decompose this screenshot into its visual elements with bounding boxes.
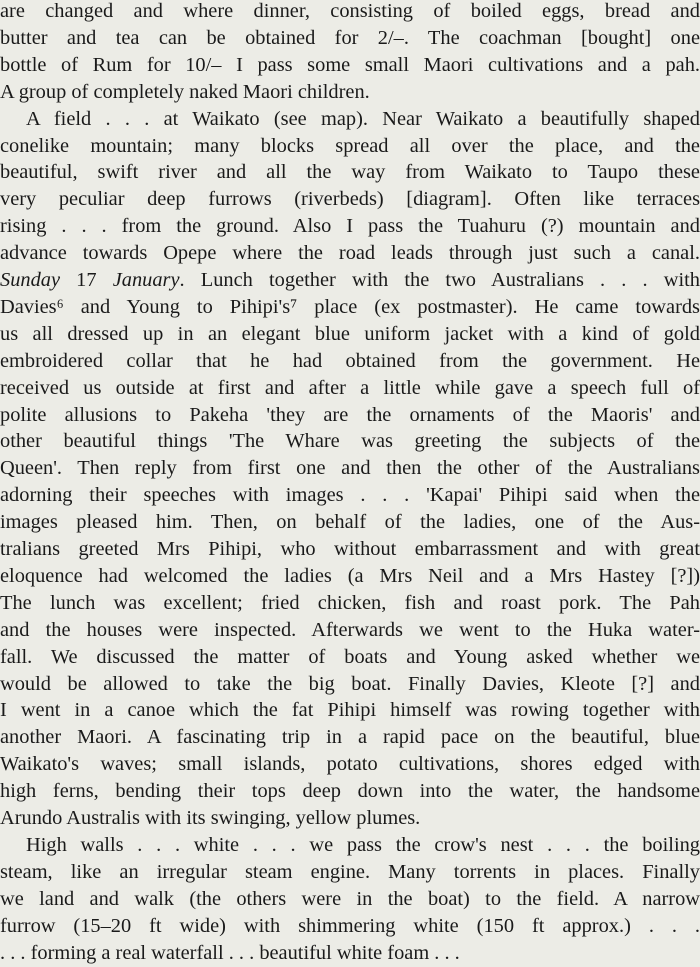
text-line: polite allusions to Pakeha 'they are the ornaments of the Maoris' and [0,403,700,426]
text-line: embroidered collar that he had obtained from the government. He [0,349,700,372]
text-line: conelike mountain; many blocks spread all over the place, and the [0,134,700,157]
text-line: A field . . . at Waikato (see map). Near Waikato a beautifully shaped [26,107,700,130]
text-line: steam, like an irregular steam engine. Many torrents in places. Finally [0,860,700,883]
text-line: butter and tea can be obtained for 2/–. The coachman [bought] one [0,26,700,49]
text-line: rising . . . from the ground. Also I pass the Tuahuru (?) mountain and [0,215,700,238]
text-line: received us outside at first and after a little while gave a speech full of [0,376,700,399]
text-line: beautiful, swift river and all the way from Waikato to Taupo these [0,161,700,184]
text-line: Queen'. Then reply from first one and then the other of the Australians [0,457,700,480]
text-line: very peculiar deep furrows (riverbeds) [diagram]. Often like terraces [0,188,700,211]
text-line: another Maori. A fascinating trip in a rapid pace on the beautiful, blue [0,726,700,749]
text-line: and the houses were inspected. Afterwards we went to the Huka water- [0,618,700,641]
text-line: us all dressed up in an elegant blue uniform jacket with a kind of gold [0,322,700,345]
text-line: advance towards Opepe where the road leads through just such a canal. [0,242,700,265]
text-line: . . . forming a real waterfall . . . beautiful white foam . . . [0,941,460,964]
text-line: adorning their speeches with images . . . 'Kapai' Pihipi said when the [0,484,700,507]
text-line: are changed and where dinner, consisting of boiled eggs, bread and [0,0,700,22]
text-line: The lunch was excellent; fried chicken, fish and roast pork. The Pah [0,591,700,614]
text-line: other beautiful things 'The Whare was greeting the subjects of the [0,430,700,453]
text-line: High walls . . . white . . . we pass the crow's nest . . . the boiling [26,833,700,856]
text-line: Arundo Australis with its swinging, yellow plumes. [0,807,421,829]
text-line: Sunday 17 January. Lunch together with the two Australians . . . with [0,269,700,291]
text-line: Davies⁶ and Young to Pihipi's⁷ place (ex postmaster). He came towards [0,295,700,318]
text-line: we land and walk (the others were in the boat) to the field. A narrow [0,887,700,910]
text-line: A group of completely naked Maori children. [0,80,370,103]
text-line: eloquence had welcomed the ladies (a Mrs Neil and a Mrs Hastey [?]) [0,564,700,587]
text-line: high ferns, bending their tops deep down into the water, the handsome [0,780,700,803]
text-line: furrow (15–20 ft wide) with shimmering white (150 ft approx.) . . . [0,914,700,937]
text-line: would be allowed to take the big boat. Finally Davies, Kleote [?] and [0,672,700,695]
text-line: I went in a canoe which the fat Pihipi himself was rowing together with [0,699,700,722]
text-line: bottle of Rum for 10/– I pass some small Maori cultivations and a pah. [0,53,700,76]
text-line: fall. We discussed the matter of boats and Young asked whether we [0,645,700,668]
text-line: Waikato's waves; small islands, potato cultivations, shores edged with [0,753,700,776]
text-line: tralians greeted Mrs Pihipi, who without embarrassment and with great [0,538,700,560]
text-line: images pleased him. Then, on behalf of the ladies, one of the Aus- [0,511,700,534]
